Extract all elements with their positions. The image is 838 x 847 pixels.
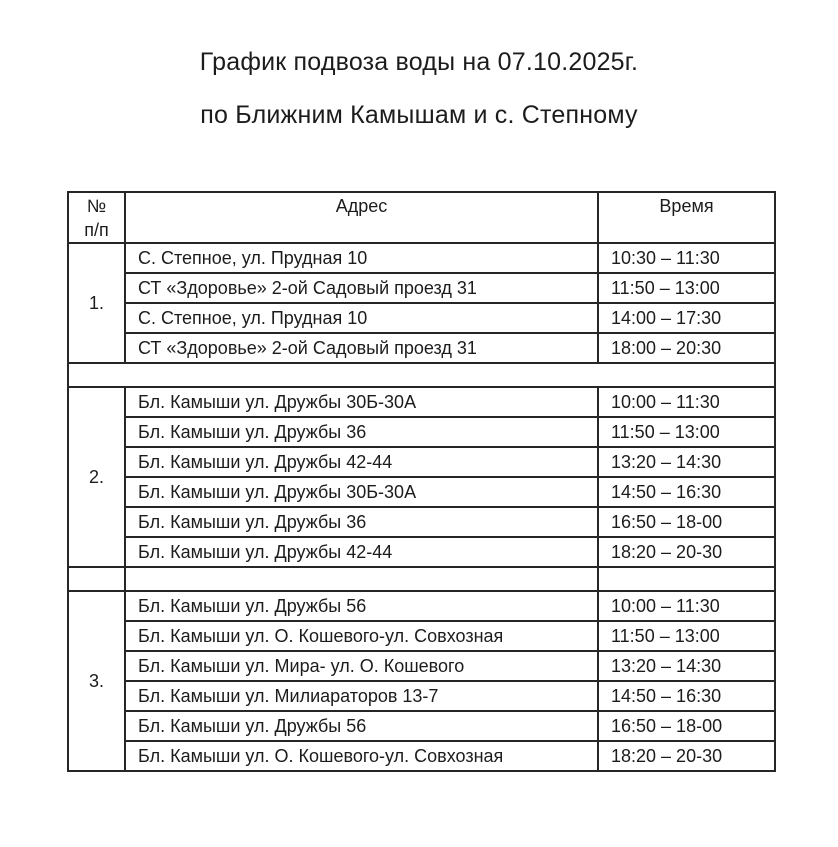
address-cell: СТ «Здоровье» 2-ой Садовый проезд 31	[125, 333, 598, 363]
address-cell: Бл. Камыши ул. О. Кошевого-ул. Совхозная	[125, 741, 598, 771]
table-row	[68, 303, 775, 333]
document-title-line2: по Ближним Камышам и с. Степному	[200, 101, 638, 129]
table-row	[68, 741, 775, 771]
section-number-cell: 2.	[68, 387, 125, 567]
time-cell: 10:00 – 11:30	[598, 387, 775, 417]
address-cell: Бл. Камыши ул. Дружбы 30Б-30А	[125, 477, 598, 507]
address-cell: Бл. Камыши ул. Дружбы 56	[125, 591, 598, 621]
time-cell: 11:50 – 13:00	[598, 417, 775, 447]
table-row	[68, 417, 775, 447]
table-row	[68, 273, 775, 303]
schedule-table-body	[68, 243, 775, 771]
time-cell: 11:50 – 13:00	[598, 621, 775, 651]
table-row	[68, 681, 775, 711]
table-header-row	[68, 192, 775, 243]
time-cell: 16:50 – 18-00	[598, 507, 775, 537]
column-header-time: Время	[598, 192, 775, 243]
address-cell: Бл. Камыши ул. Дружбы 30Б-30А	[125, 387, 598, 417]
column-header-num	[68, 192, 125, 243]
spacer-cell	[68, 363, 775, 387]
document-page	[0, 47, 838, 772]
section-number-cell: 3.	[68, 591, 125, 771]
time-cell: 11:50 – 13:00	[598, 273, 775, 303]
table-row	[68, 477, 775, 507]
address-cell: Бл. Камыши ул. Дружбы 42-44	[125, 447, 598, 477]
table-row	[68, 243, 775, 273]
time-cell: 18:20 – 20-30	[598, 741, 775, 771]
address-cell: Бл. Камыши ул. О. Кошевого-ул. Совхозная	[125, 621, 598, 651]
spacer-cell	[68, 567, 125, 591]
document-title-line1: График подвоза воды на 07.10.2025г.	[199, 48, 639, 76]
address-cell: СТ «Здоровье» 2-ой Садовый проезд 31	[125, 273, 598, 303]
table-row	[68, 447, 775, 477]
time-cell: 14:50 – 16:30	[598, 477, 775, 507]
spacer-row	[68, 567, 775, 591]
section-number-cell: 1.	[68, 243, 125, 363]
time-cell: 14:00 – 17:30	[598, 303, 775, 333]
time-cell: 13:20 – 14:30	[598, 651, 775, 681]
table-row	[68, 387, 775, 417]
column-header-address: Адрес	[125, 192, 598, 243]
address-cell: Бл. Камыши ул. Дружбы 42-44	[125, 537, 598, 567]
time-cell: 10:30 – 11:30	[598, 243, 775, 273]
table-row	[68, 621, 775, 651]
time-cell: 10:00 – 11:30	[598, 591, 775, 621]
table-row	[68, 333, 775, 363]
time-cell: 18:00 – 20:30	[598, 333, 775, 363]
address-cell: Бл. Камыши ул. Мира- ул. О. Кошевого	[125, 651, 598, 681]
table-row	[68, 537, 775, 567]
time-cell: 18:20 – 20-30	[598, 537, 775, 567]
time-cell: 16:50 – 18-00	[598, 711, 775, 741]
water-delivery-schedule-table	[67, 191, 776, 772]
time-cell: 13:20 – 14:30	[598, 447, 775, 477]
address-cell: Бл. Камыши ул. Дружбы 36	[125, 507, 598, 537]
spacer-row	[68, 363, 775, 387]
column-header-num-line2: п/п	[84, 220, 109, 240]
table-row	[68, 591, 775, 621]
table-row	[68, 507, 775, 537]
address-cell: Бл. Камыши ул. Дружбы 36	[125, 417, 598, 447]
table-row	[68, 711, 775, 741]
column-header-num-line1: №	[86, 196, 107, 216]
address-cell: С. Степное, ул. Прудная 10	[125, 243, 598, 273]
spacer-cell	[125, 567, 598, 591]
time-cell: 14:50 – 16:30	[598, 681, 775, 711]
address-cell: Бл. Камыши ул. Милиараторов 13-7	[125, 681, 598, 711]
spacer-cell	[598, 567, 775, 591]
table-row	[68, 651, 775, 681]
address-cell: Бл. Камыши ул. Дружбы 56	[125, 711, 598, 741]
address-cell: С. Степное, ул. Прудная 10	[125, 303, 598, 333]
